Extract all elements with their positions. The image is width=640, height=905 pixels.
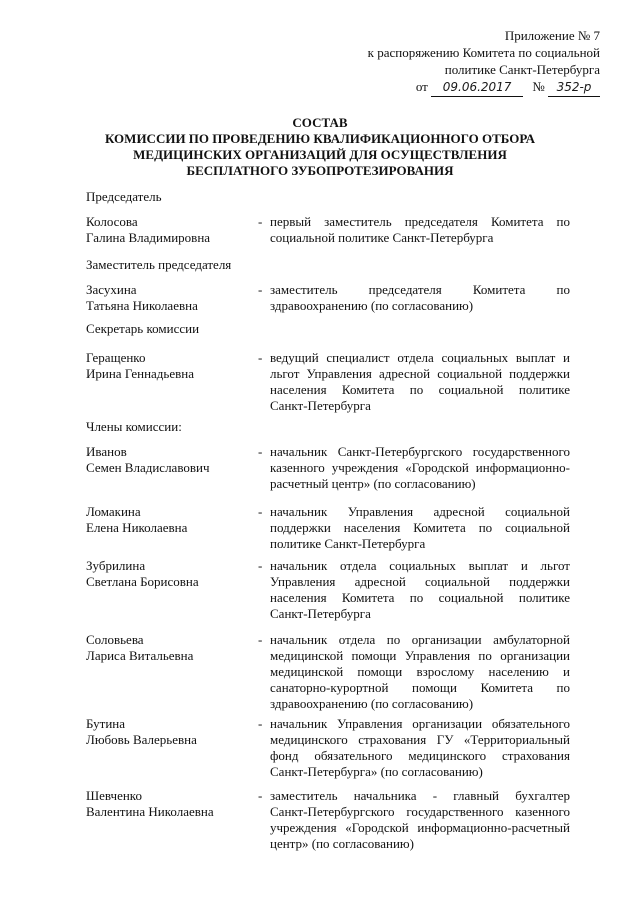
member-dash: - xyxy=(258,558,263,573)
member-given-name: Галина Владимировна xyxy=(86,230,211,245)
member-position-line: центр» (по согласованию) xyxy=(270,836,414,851)
member-position xyxy=(270,282,570,314)
member-given-name: Светлана Борисовна xyxy=(86,574,199,589)
member-position-line: учреждения «Городской информационно-расчетный xyxy=(270,820,570,835)
member-position-line: Управления адресной социальной поддержки xyxy=(270,574,570,589)
member-position-line: Санкт-Петербургского государственного казенного xyxy=(270,804,570,819)
member-position-line: населения Комитета по социальной политике xyxy=(270,382,570,397)
title-line-2: КОМИССИИ ПО ПРОВЕДЕНИЮ КВАЛИФИКАЦИОННОГО ОТБОРА xyxy=(104,131,536,146)
member-given-name: Валентина Николаевна xyxy=(86,804,214,819)
member-surname: Бутина xyxy=(86,716,126,731)
member-position-line: ведущий специалист отдела социальных выплат и xyxy=(270,350,570,365)
member-dash: - xyxy=(258,444,263,459)
role-secretary: Секретарь комиссии xyxy=(86,321,200,336)
member-name xyxy=(86,214,210,246)
member-dash: - xyxy=(258,350,263,365)
member-position-line: начальник Санкт-Петербургского государственного xyxy=(270,444,570,459)
title-line-1: СОСТАВ xyxy=(292,115,348,130)
role-deputy: Заместитель председателя xyxy=(86,257,232,272)
member-given-name: Татьяна Николаевна xyxy=(86,298,198,313)
title-line-3: МЕДИЦИНСКИХ ОРГАНИЗАЦИЙ ДЛЯ ОСУЩЕСТВЛЕНИЯ xyxy=(133,147,507,162)
order-date-number xyxy=(368,78,600,97)
member-position-line: начальник отдела по организации амбулаторной xyxy=(270,632,570,647)
member-name xyxy=(86,504,187,536)
member-name xyxy=(86,632,193,664)
order-date: 09.06.2017 xyxy=(431,79,523,97)
member-position xyxy=(270,788,570,852)
member-surname: Соловьева xyxy=(86,632,144,647)
member-position-line: здравоохранению (по согласованию) xyxy=(270,298,474,313)
title-line-4: БЕСПЛАТНОГО ЗУБОПРОТЕЗИРОВАНИЯ xyxy=(186,163,454,178)
member-position-line: политике Санкт-Петербурга xyxy=(270,536,426,551)
member-position-line: расчетный центр» (по согласованию) xyxy=(270,476,476,491)
order-number: 352-р xyxy=(548,79,600,97)
member-name xyxy=(86,350,194,382)
member-position xyxy=(270,350,570,414)
member-surname: Засухина xyxy=(86,282,137,297)
member-surname: Колосова xyxy=(86,214,138,229)
member-dash: - xyxy=(258,632,263,647)
date-prefix: от xyxy=(415,79,428,94)
member-dash: - xyxy=(258,504,263,519)
member-position xyxy=(270,214,570,246)
member-position-line: Санкт-Петербурга xyxy=(270,398,371,413)
member-given-name: Ирина Геннадьевна xyxy=(86,366,194,381)
member-position-line: здравоохранению (по согласованию) xyxy=(270,696,474,711)
member-name xyxy=(86,282,198,314)
member-position-line: социальной политике Санкт-Петербурга xyxy=(270,230,494,245)
order-reference: к распоряжению Комитета по социальной xyxy=(367,45,600,60)
member-surname: Геращенко xyxy=(86,350,146,365)
member-position-line: начальник Управления организации обязательного xyxy=(270,716,570,731)
member-position xyxy=(270,444,570,492)
member-position-line: заместитель начальника - главный бухгалтер xyxy=(270,788,570,803)
member-position-line: первый заместитель председателя Комитета по xyxy=(270,214,570,229)
member-surname: Зубрилина xyxy=(86,558,146,573)
member-position-line: начальник отдела социальных выплат и льгот xyxy=(270,558,570,573)
member-position-line: медицинской помощи Управления по организации xyxy=(270,648,570,663)
appendix-header xyxy=(368,27,600,97)
member-position-line: населения Комитета по социальной политике xyxy=(270,590,570,605)
member-position-line: Санкт-Петербурга» (по согласованию) xyxy=(270,764,483,779)
member-position-line: санаторно-курортной помощи Комитета по xyxy=(270,680,570,695)
member-dash: - xyxy=(258,214,263,229)
member-position-line: поддержки населения Комитета по социальной xyxy=(270,520,570,535)
role-members: Члены комиссии: xyxy=(86,419,182,434)
role-chair: Председатель xyxy=(86,189,162,204)
document-title xyxy=(0,115,640,179)
member-position-line: медицинской помощи взрослому населению и xyxy=(270,664,570,679)
member-position-line: льгот Управления адресной социальной поддержки xyxy=(270,366,570,381)
member-position-line: медицинского страхования ГУ «Территориальный xyxy=(270,732,570,747)
member-given-name: Елена Николаевна xyxy=(86,520,188,535)
member-dash: - xyxy=(258,716,263,731)
member-given-name: Семен Владиславович xyxy=(86,460,210,475)
member-position-line: Санкт-Петербурга xyxy=(270,606,371,621)
member-name xyxy=(86,444,210,476)
member-name xyxy=(86,558,199,590)
number-prefix: № xyxy=(532,79,545,94)
member-position-line: заместитель председателя Комитета по xyxy=(270,282,570,297)
member-name xyxy=(86,788,214,820)
member-name xyxy=(86,716,197,748)
member-position-line: начальник Управления адресной социальной xyxy=(270,504,570,519)
member-surname: Шевченко xyxy=(86,788,142,803)
member-dash: - xyxy=(258,788,263,803)
order-reference-cont: политике Санкт-Петербурга xyxy=(444,62,600,77)
member-given-name: Лариса Витальевна xyxy=(86,648,194,663)
member-position-line: казенного учреждения «Городской информационно- xyxy=(270,460,570,475)
member-position-line: фонд обязательного медицинского страхования xyxy=(270,748,570,763)
member-given-name: Любовь Валерьевна xyxy=(86,732,197,747)
member-surname: Иванов xyxy=(86,444,127,459)
member-position xyxy=(270,558,570,622)
member-dash: - xyxy=(258,282,263,297)
member-surname: Ломакина xyxy=(86,504,141,519)
member-position xyxy=(270,716,570,780)
appendix-number: Приложение № 7 xyxy=(504,28,600,43)
member-position xyxy=(270,504,570,552)
member-position xyxy=(270,632,570,712)
